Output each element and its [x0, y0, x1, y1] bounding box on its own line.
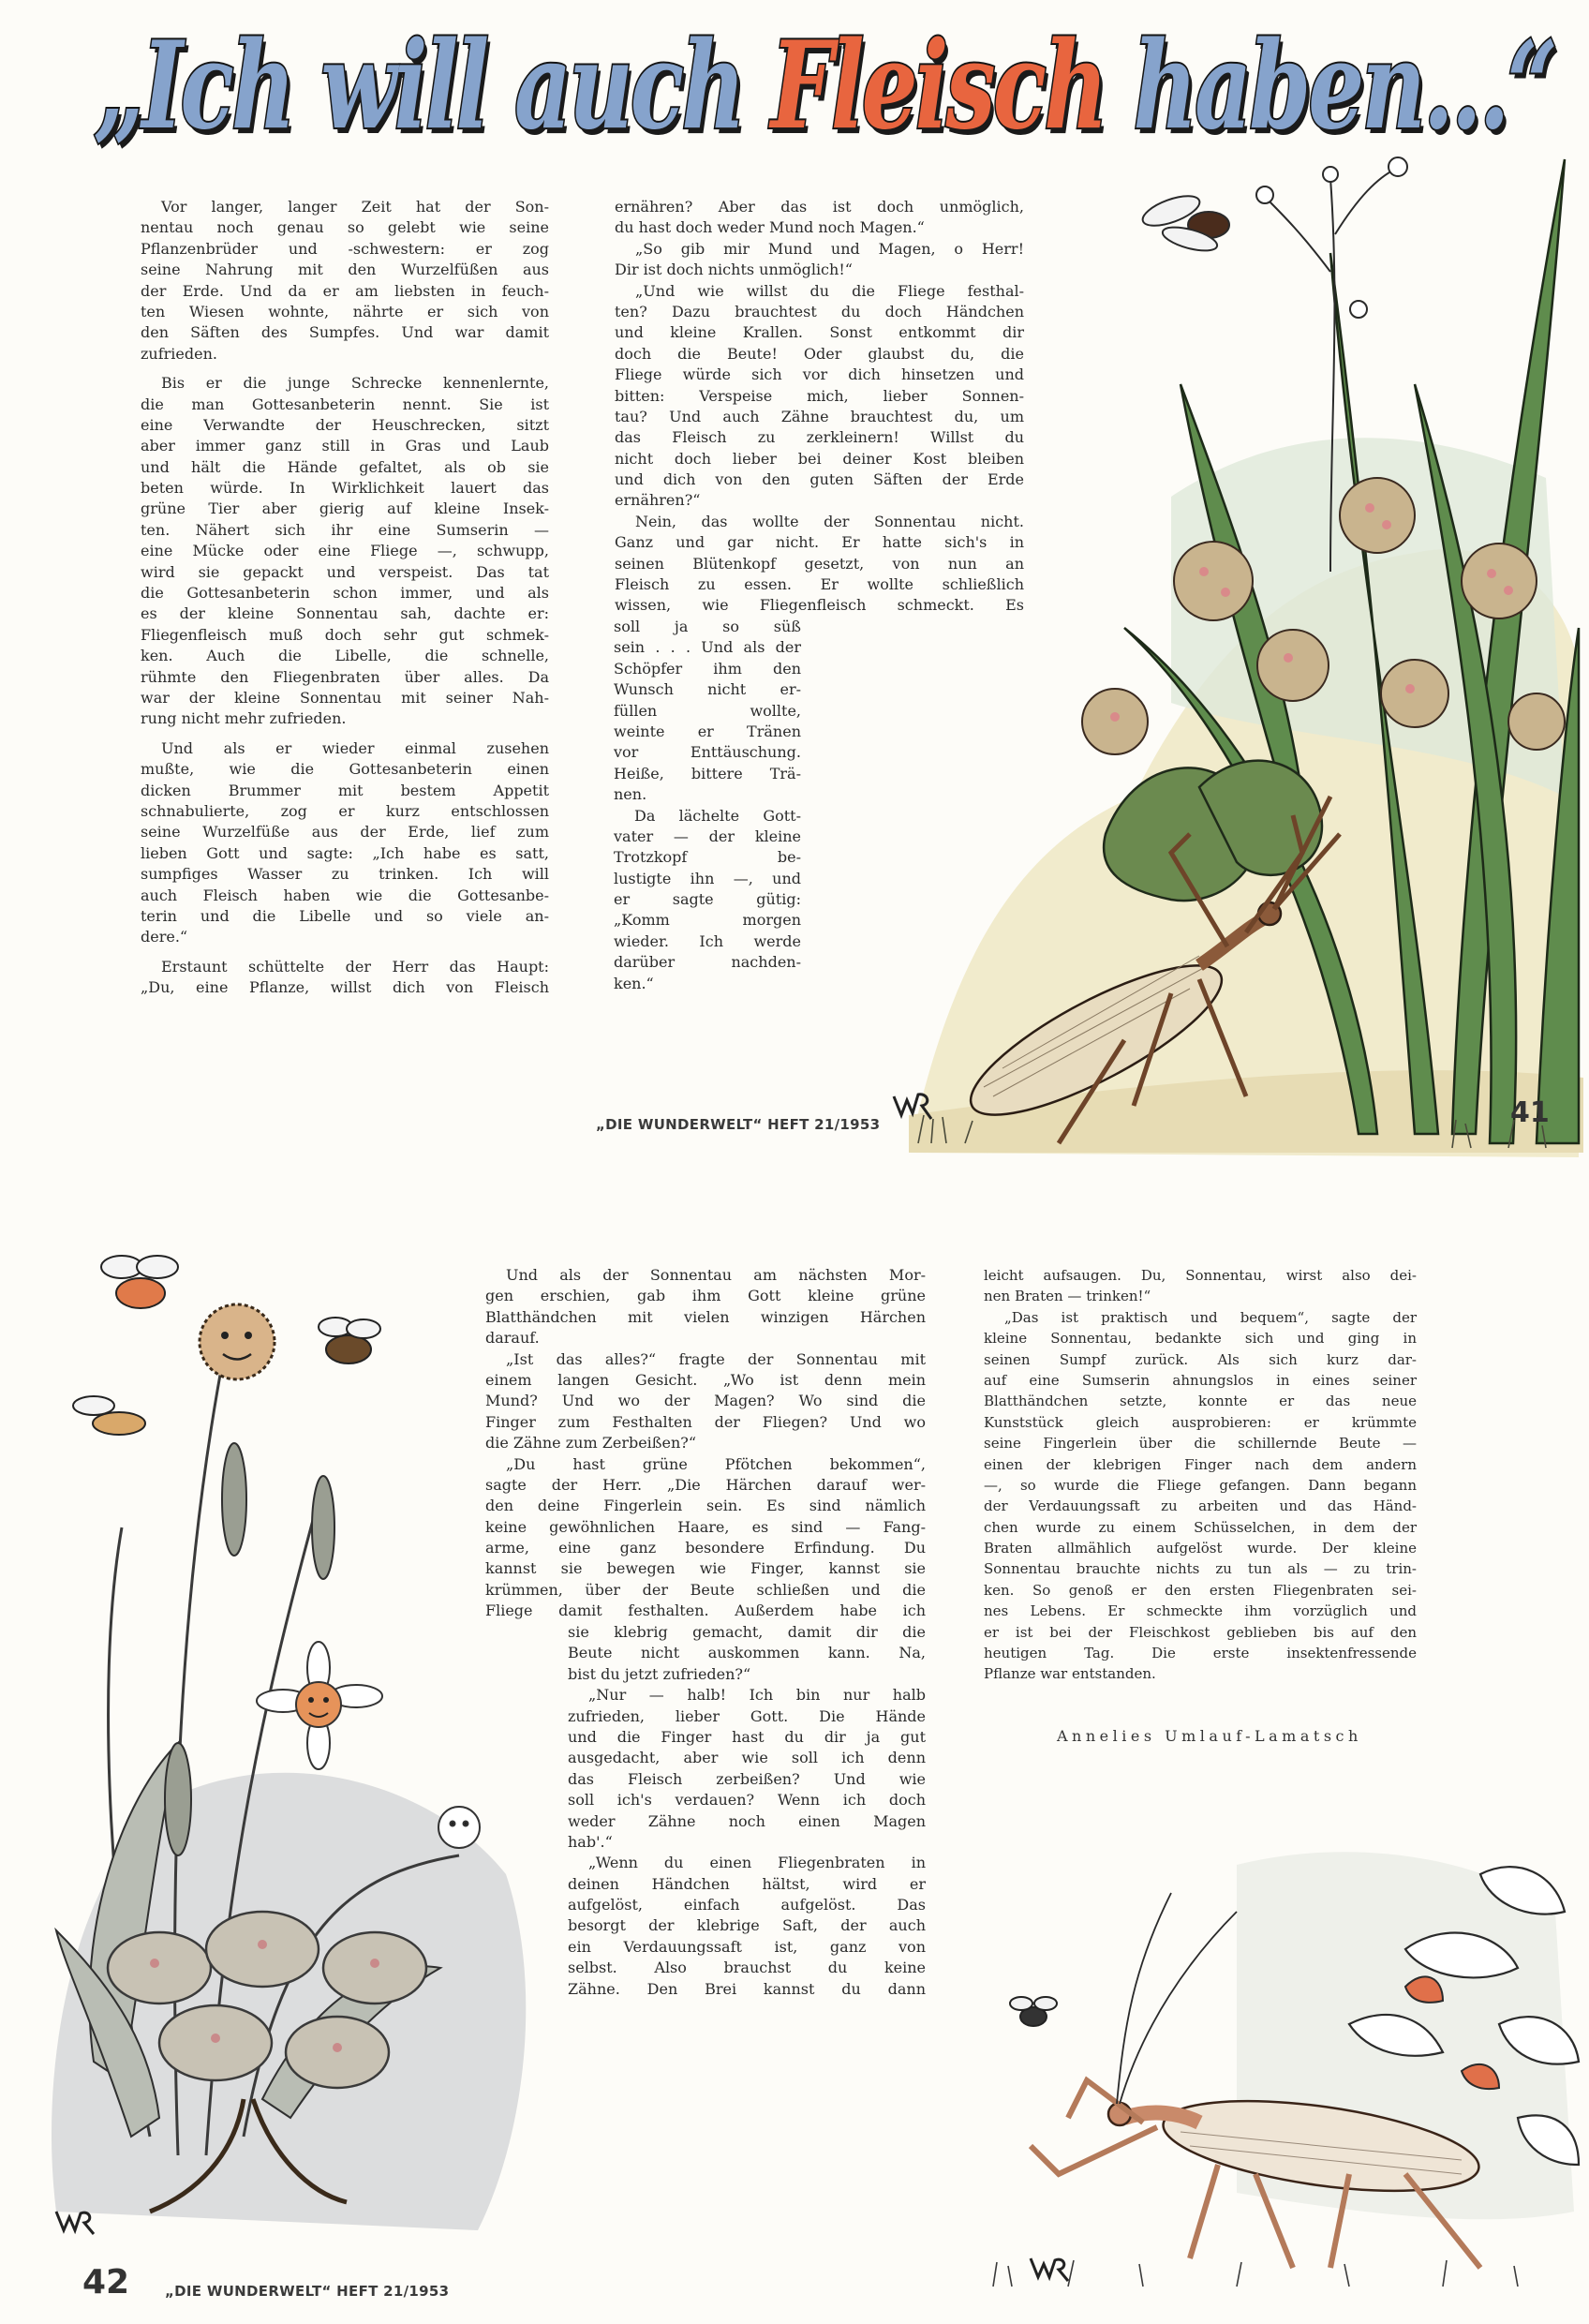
- text-line: soll ja so süß: [614, 618, 801, 635]
- text-line: hab'.“: [568, 1832, 613, 1851]
- text-line: auch Fleisch haben wie die Gottesanbe-: [141, 886, 549, 904]
- text-line: zufrieden.: [141, 344, 217, 363]
- paragraph: [984, 1265, 1417, 1307]
- text-line: kleine Sonnentau, bedankte sich und ging in: [984, 1330, 1417, 1348]
- text-line: Fleisch zu essen. Er wollte schließlich: [615, 575, 1024, 594]
- paragraph: [568, 1622, 926, 1685]
- text-line: zufrieden, lieber Gott. Die Hände: [568, 1706, 926, 1725]
- text-line: du hast doch weder Mund noch Magen.“: [615, 218, 925, 237]
- paragraph: [614, 617, 801, 806]
- paragraph: [141, 738, 549, 948]
- text-line: nen Braten — trinken!“: [984, 1288, 1151, 1305]
- article-column-3-lower: [568, 1622, 926, 2000]
- text-line: Sonnentau brauchte nichts zu tun als — zu trin-: [984, 1560, 1417, 1578]
- text-line: wieder. Ich werde: [614, 931, 801, 950]
- title-highlight: Fleisch: [770, 16, 1106, 156]
- text-line: lieben Gott und sagte: „Ich habe es satt,: [141, 843, 549, 862]
- text-line: der Erde. Und da er am liebsten in feuch-: [141, 281, 549, 300]
- text-line: Erstaunt schüttelte der Herr das Haupt:: [161, 957, 549, 976]
- text-line: einem langen Gesicht. „Wo ist denn mein: [485, 1370, 926, 1389]
- paragraph: [141, 957, 549, 999]
- paragraph: [614, 806, 801, 995]
- text-line: Pflanze war entstanden.: [984, 1665, 1156, 1683]
- text-line: rung nicht mehr zufrieden.: [141, 709, 347, 728]
- text-line: wissen, wie Fliegenfleisch schmeckt. Es: [615, 596, 1024, 615]
- text-line: aufgelöst, einfach aufgelöst. Das: [568, 1896, 926, 1914]
- text-line: ten Wiesen wohnte, nährte er sich von: [141, 302, 549, 320]
- text-line: Trotzkopf be-: [614, 848, 801, 867]
- text-line: eine Verwandte der Heuschrecken, sitzt: [141, 415, 549, 434]
- text-line: Fliege damit festhalten. Außerdem habe ich: [485, 1601, 926, 1620]
- text-line: ein Verdauungssaft ist, ganz von: [568, 1937, 926, 1956]
- paragraph: [141, 197, 549, 365]
- text-line: weder Zähne noch einen Magen: [568, 1811, 926, 1830]
- paragraph: [568, 1685, 926, 1853]
- article-column-1: [141, 197, 549, 998]
- small-white-flowers: [1256, 157, 1407, 318]
- text-line: sumpfiges Wasser zu trinken. Ich will: [141, 865, 549, 884]
- text-line: Und als der Sonnentau am nächsten Mor-: [506, 1266, 926, 1284]
- text-line: Vor langer, langer Zeit hat der Son-: [161, 198, 549, 216]
- text-line: —, so wurde die Fliege gefangen. Dann begann: [984, 1476, 1417, 1494]
- text-line: besorgt der klebrige Saft, der auch: [568, 1916, 926, 1935]
- text-line: nes Lebens. Er schmeckte ihm vorzüglich und: [984, 1602, 1417, 1620]
- text-line: vater — der kleine: [614, 827, 801, 845]
- text-line: Da lächelte Gott-: [634, 806, 801, 825]
- text-line: bitten: Verspeise mich, lieber Sonnen-: [615, 386, 1024, 405]
- fly-icon: [1010, 1997, 1057, 2026]
- text-line: den deine Fingerlein sein. Es sind nämlich: [485, 1497, 926, 1515]
- text-line: füllen wollte,: [614, 701, 801, 720]
- text-line: Nein, das wollte der Sonnentau nicht.: [635, 512, 1024, 530]
- text-line: terin und die Libelle und so viele an-: [141, 906, 549, 925]
- article-column-4: [984, 1265, 1417, 1685]
- text-line: kannst sie bewegen wie Finger, kannst sie: [485, 1559, 926, 1578]
- text-line: war der kleine Sonnentau mit seiner Nah-: [141, 688, 549, 707]
- page-number: 42: [82, 2263, 130, 2302]
- text-line: Pflanzenbrüder und -schwestern: er zog: [141, 239, 549, 258]
- text-line: tau? Und auch Zähne brauchtest du, um: [615, 407, 1024, 425]
- text-line: arme, eine ganz besondere Erfindung. Du: [485, 1539, 926, 1557]
- text-line: „Das ist praktisch und bequem“, sagte der: [1004, 1308, 1417, 1326]
- text-line: und dich von den guten Säften der Erde: [615, 470, 1024, 489]
- text-line: nen.: [614, 785, 647, 804]
- text-line: „Du, eine Pflanze, willst dich von Fleisch: [141, 978, 549, 997]
- text-line: der Verdauungssaft zu arbeiten und das Händ-: [984, 1497, 1417, 1515]
- text-line: doch die Beute! Oder glaubst du, die: [615, 344, 1024, 363]
- text-line: sein . . . Und als der: [614, 638, 801, 657]
- text-line: Finger zum Festhalten der Fliegen? Und wo: [485, 1412, 926, 1431]
- text-line: Mund? Und wo der Magen? Wo sind die: [485, 1392, 926, 1410]
- paragraph: [984, 1307, 1417, 1685]
- text-line: Heiße, bittere Trä-: [614, 764, 801, 782]
- author-byline: Annelies Umlauf-Lamatsch: [1057, 1727, 1362, 1745]
- text-line: einen der klebrigen Finger nach dem andern: [984, 1455, 1417, 1473]
- text-line: wird sie gepackt und verspeist. Das tat: [141, 562, 549, 581]
- text-line: chen wurde zu einem Schüsselchen, in dem der: [984, 1518, 1417, 1536]
- text-line: darüber nachden-: [614, 953, 801, 972]
- text-line: dere.“: [141, 928, 188, 946]
- text-line: seine Wurzelfüße aus der Erde, lief zum: [141, 823, 549, 842]
- text-line: „So gib mir Mund und Magen, o Herr!: [635, 239, 1024, 258]
- text-line: gen erschien, gab ihm Gott kleine grüne: [485, 1287, 926, 1305]
- text-line: das Fleisch zerbeißen? Und wie: [568, 1769, 926, 1788]
- text-line: „Komm morgen: [614, 911, 801, 930]
- text-line: „Und wie willst du die Fliege festhal-: [635, 281, 1024, 300]
- text-line: keine gewöhnlichen Haare, es sind — Fang-: [485, 1517, 926, 1536]
- text-line: „Nur — halb! Ich bin nur halb: [588, 1686, 926, 1705]
- text-line: grüne Tier aber gierig auf kleine Insek-: [141, 499, 549, 518]
- text-line: „Ist das alles?“ fragte der Sonnentau mit: [506, 1349, 926, 1368]
- text-line: sie klebrig gemacht, damit dir die: [568, 1623, 926, 1641]
- flower-face: [438, 1807, 480, 1848]
- text-line: deinen Händchen hältst, wird er: [568, 1874, 926, 1893]
- paragraph: [615, 281, 1024, 512]
- text-line: ken. Auch die Libelle, die schnelle,: [141, 647, 549, 665]
- artist-signature-bottom: [56, 2212, 94, 2234]
- text-line: soll ich's verdauen? Wenn ich doch: [568, 1791, 926, 1810]
- paragraph: [485, 1454, 926, 1622]
- text-line: Blatthändchen setzte, konnte er das neue: [984, 1393, 1417, 1410]
- paragraph: [141, 373, 549, 730]
- text-line: seinen Blütenkopf gesetzt, von nun an: [615, 554, 1024, 573]
- text-line: Bis er die junge Schrecke kennenlernte,: [161, 374, 549, 393]
- text-line: ken. So genoß er den ersten Fliegenbraten sei-: [984, 1581, 1417, 1599]
- artist-signature: [1031, 2258, 1068, 2281]
- text-line: ken.“: [614, 974, 654, 992]
- paragraph: [615, 197, 1024, 239]
- text-line: ernähren? Aber das ist doch unmöglich,: [615, 198, 1024, 216]
- paragraph: [568, 1853, 926, 2000]
- paragraph: [615, 512, 1024, 617]
- text-line: Schöpfer ihm den: [614, 659, 801, 678]
- text-line: selbst. Also brauchst du keine: [568, 1959, 926, 1977]
- text-line: Braten allmählich aufgelöst wurde. Der kleine: [984, 1540, 1417, 1557]
- text-line: nentau noch genau so gelebt wie seine: [141, 218, 549, 237]
- text-line: leicht aufsaugen. Du, Sonnentau, wirst also dei-: [984, 1267, 1417, 1284]
- sundew-flowers-bees-illustration: [37, 1218, 543, 2258]
- daisy-face: [257, 1642, 382, 1769]
- text-line: aber immer ganz still in Gras und Laub: [141, 437, 549, 455]
- text-line: Und als er wieder einmal zusehen: [161, 738, 549, 757]
- text-line: er ist bei der Fleischkost geblieben bis auf den: [984, 1623, 1417, 1641]
- page-number: 41: [1510, 1096, 1550, 1129]
- text-line: seine Fingerlein über die schillernde Beute —: [984, 1435, 1417, 1452]
- text-line: Wunsch nicht er-: [614, 680, 801, 699]
- text-line: lustigte ihn —, und: [614, 869, 801, 887]
- fly-icon: [1139, 190, 1229, 256]
- title-part-1: „Ich will auch: [94, 16, 771, 156]
- text-line: die Gottesanbeterin schon immer, und als: [141, 584, 549, 603]
- text-line: die Zähne zum Zerbeißen?“: [485, 1434, 697, 1452]
- text-line: sagte der Herr. „Die Härchen darauf wer-: [485, 1475, 926, 1494]
- text-line: weinte er Tränen: [614, 722, 801, 740]
- text-line: Zähne. Den Brei kannst du dann: [568, 1979, 926, 1998]
- text-line: das Fleisch zu zerkleinern! Willst du: [615, 428, 1024, 447]
- paragraph: [485, 1349, 926, 1454]
- text-line: vor Enttäuschung.: [614, 743, 801, 762]
- article-column-3-upper: [485, 1265, 926, 1622]
- text-line: und kleine Krallen. Sonst entkommt dir: [615, 323, 1024, 342]
- text-line: „Du hast grüne Pfötchen bekommen“,: [506, 1454, 926, 1473]
- text-line: rühmte den Fliegenbraten über alles. Da: [141, 667, 549, 686]
- text-line: Fliegenfleisch muß doch sehr gut schmek-: [141, 625, 549, 644]
- text-line: krümmen, über der Beute schließen und die: [485, 1580, 926, 1599]
- text-line: schnabulierte, zog er kurz entschlossen: [141, 801, 549, 820]
- artist-signature-top: [890, 1087, 937, 1125]
- article-column-2-upper: [615, 197, 1024, 617]
- text-line: auf eine Sumserin ahnungslos in eines seiner: [984, 1371, 1417, 1389]
- publication-footer: „DIE WUNDERWELT“ HEFT 21/1953: [165, 2283, 450, 2300]
- text-line: seinen Sumpf zurück. Als sich kurz dar-: [984, 1350, 1417, 1368]
- text-line: heutigen Tag. Die erste insektenfressende: [984, 1645, 1417, 1662]
- publication-footer: „DIE WUNDERWELT“ HEFT 21/1953: [596, 1116, 881, 1133]
- text-line: es der kleine Sonnentau sah, dachte er:: [141, 604, 549, 623]
- text-line: beten würde. In Wirklichkeit lauert das: [141, 479, 549, 498]
- text-line: er sagte gütig:: [614, 890, 801, 909]
- text-line: und die Finger hast du dir ja gut: [568, 1727, 926, 1746]
- puffball-face: [200, 1304, 275, 1379]
- text-line: Fliege würde sich vor dich hinsetzen und: [615, 365, 1024, 384]
- text-line: mußte, wie die Gottesanbeterin einen: [141, 760, 549, 779]
- title-lettering: [94, 16, 1555, 156]
- title-part-2: haben...“: [1105, 16, 1555, 156]
- paragraph: [485, 1265, 926, 1349]
- text-line: Blatthändchen mit vielen winzigen Härchen: [485, 1307, 926, 1326]
- text-line: eine Mücke oder eine Fliege —, schwupp,: [141, 542, 549, 560]
- text-line: seine Nahrung mit den Wurzelfüßen aus: [141, 261, 549, 279]
- paragraph: [615, 239, 1024, 281]
- ground-grass: [993, 2260, 1518, 2287]
- text-line: Kunststück gleich ausprobieren: er krümmte: [984, 1413, 1417, 1431]
- text-line: die man Gottesanbeterin nennt. Sie ist: [141, 395, 549, 413]
- text-line: ten? Dazu brauchtest du doch Händchen: [615, 302, 1024, 320]
- text-line: Beute nicht auskommen kann. Na,: [568, 1644, 926, 1662]
- text-line: „Wenn du einen Fliegenbraten in: [588, 1854, 926, 1872]
- text-line: Ganz und gar nicht. Er hatte sich's in: [615, 533, 1024, 552]
- text-line: und hält die Hände gefaltet, als ob sie: [141, 457, 549, 476]
- article-column-2-lower: [614, 617, 801, 994]
- text-line: ten. Nähert sich ihr eine Sumserin —: [141, 520, 549, 539]
- text-line: nicht doch lieber bei deiner Kost bleiben: [615, 449, 1024, 468]
- mantis-foliage-illustration: [956, 1837, 1583, 2315]
- text-line: den Säften des Sumpfes. Und war damit: [141, 323, 549, 342]
- text-line: ernähren?“: [615, 491, 701, 510]
- text-line: dicken Brummer mit bestem Appetit: [141, 781, 549, 799]
- text-line: bist du jetzt zufrieden?“: [568, 1664, 751, 1683]
- text-line: Dir ist doch nichts unmöglich!“: [615, 261, 853, 279]
- text-line: darauf.: [485, 1329, 540, 1348]
- text-line: ausgedacht, aber wie soll ich denn: [568, 1749, 926, 1767]
